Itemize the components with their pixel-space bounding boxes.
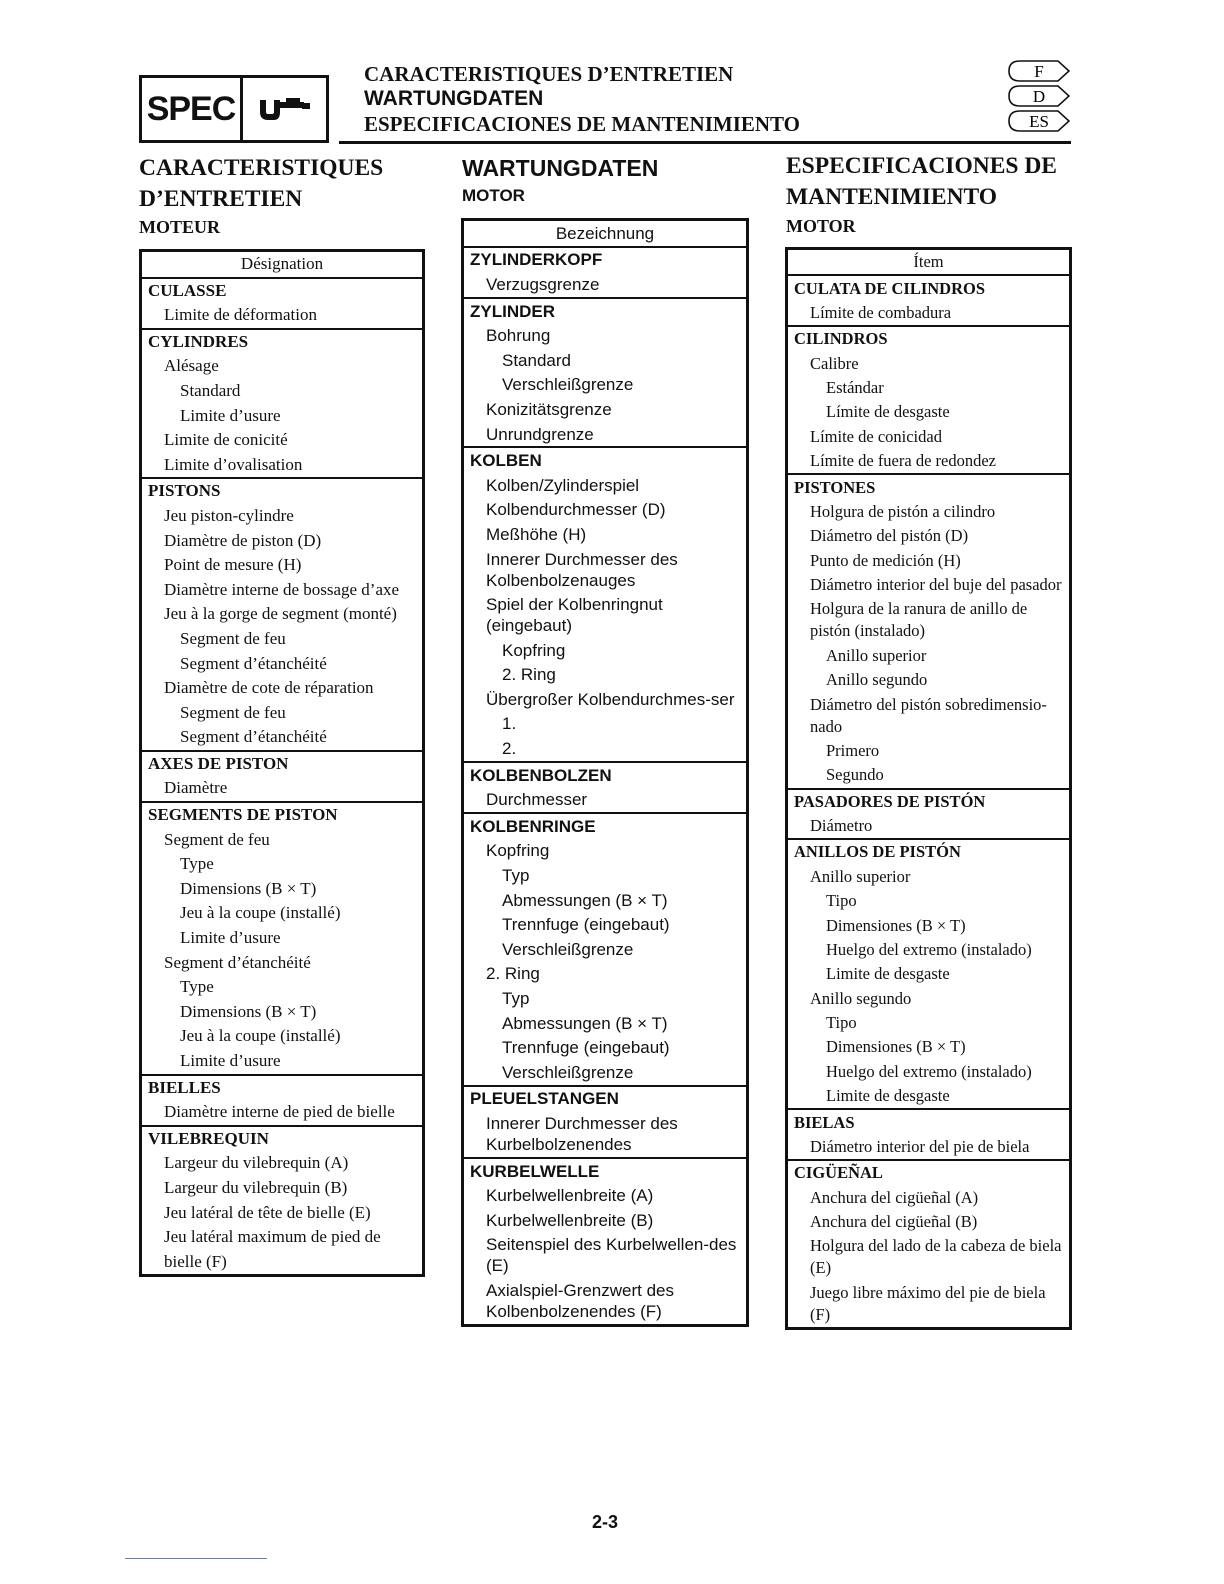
- es-spec-item: Dimensiones (B × T): [826, 915, 966, 935]
- es-spec-item: Limite de desgaste: [826, 964, 950, 984]
- footer-rule: [125, 1558, 267, 1559]
- fr-spec-item: Segment de feu: [180, 702, 286, 722]
- es-spec-item: Huelgo del extremo (instalado): [826, 939, 1032, 959]
- de-spec-item: Spiel der Kolbenringnut (eingebaut): [486, 595, 663, 636]
- es-spec-item: Tipo: [826, 1013, 857, 1033]
- es-spec-item: Segundo: [826, 765, 884, 785]
- lang-badge-f-label: F: [1034, 62, 1044, 81]
- de-section: [463, 813, 748, 1086]
- de-section: [463, 762, 748, 813]
- fr-section-heading: VILEBREQUIN: [148, 1128, 269, 1148]
- fr-spec-item: Jeu à la gorge de segment (monté): [164, 604, 397, 624]
- es-spec-item: Límite de fuera de redondez: [810, 451, 996, 471]
- de-spec-item: Übergroßer Kolbendurchmes-ser: [486, 689, 735, 709]
- de-spec-table: [461, 218, 749, 1327]
- es-title: [786, 151, 1057, 213]
- de-spec-item: Bohrung: [486, 326, 551, 346]
- header-rule: [339, 141, 1071, 144]
- fr-spec-item: Point de mesure (H): [164, 555, 302, 575]
- de-spec-item: Meßhöhe (H): [486, 524, 587, 544]
- de-spec-item: Durchmesser: [486, 790, 588, 810]
- es-spec-item: Punto de medición (H): [810, 550, 961, 570]
- es-spec-item: Diámetro del pistón (D): [810, 526, 969, 546]
- fr-spec-item: Dimensions (B × T): [180, 878, 317, 898]
- fr-spec-item: Largeur du vilebrequin (B): [164, 1177, 348, 1197]
- de-spec-item: Kopfring: [502, 640, 566, 660]
- es-table-header: Ítem: [787, 249, 1071, 276]
- de-spec-item: Abmessungen (B × T): [502, 890, 668, 910]
- es-section-heading: CULATA DE CILINDROS: [794, 278, 986, 298]
- fr-spec-item: Alésage: [164, 356, 219, 376]
- de-spec-item: Typ: [502, 866, 530, 886]
- de-spec-item: Abmessungen (B × T): [502, 1013, 668, 1033]
- fr-section-heading: CYLINDRES: [148, 331, 249, 351]
- fr-section: [141, 1075, 424, 1126]
- es-spec-item: Holgura de pistón a cilindro: [810, 501, 996, 521]
- es-section: [787, 839, 1071, 1109]
- de-section: [463, 447, 748, 762]
- de-spec-item: Trennfuge (eingebaut): [502, 1038, 670, 1058]
- de-section: [463, 298, 748, 448]
- page-number: 2-3: [592, 1512, 619, 1532]
- fr-spec-item: Diamètre interne de pied de bielle: [164, 1102, 395, 1122]
- spec-logo: [139, 75, 329, 143]
- de-section: [463, 1086, 748, 1158]
- es-spec-item: Diámetro interior del buje del pasador: [810, 575, 1062, 595]
- fr-spec-item: Largeur du vilebrequin (A): [164, 1153, 349, 1173]
- fr-subtitle: MOTEUR: [139, 217, 220, 237]
- es-spec-item: Anillo segundo: [810, 988, 912, 1008]
- fr-section-heading: SEGMENTS DE PISTON: [148, 805, 338, 825]
- es-spec-item: Límite de desgaste: [826, 402, 950, 422]
- es-spec-item: Primero: [826, 740, 880, 760]
- lang-badge-f: [1008, 60, 1070, 82]
- spec-label: SPEC: [142, 78, 243, 140]
- de-spec-item: 2.: [502, 739, 517, 759]
- fr-section-heading: PISTONS: [148, 481, 221, 501]
- de-spec-item: Axialspiel-Grenzwert des Kolbenbolzenendes (F): [486, 1280, 675, 1321]
- es-spec-item: Huelgo del extremo (instalado): [826, 1061, 1032, 1081]
- fr-spec-item: Type: [180, 977, 214, 997]
- fr-title-line1: CARACTERISTIQUES: [139, 155, 384, 181]
- es-spec-item: Calibre: [810, 353, 859, 373]
- de-section-heading: KOLBEN: [470, 451, 542, 471]
- es-spec-item: Anchura del cigüeñal (A): [810, 1187, 979, 1207]
- de-spec-item: Kurbelwellenbreite (B): [486, 1210, 654, 1230]
- es-section: [787, 1109, 1071, 1160]
- engine-icon: [256, 94, 314, 124]
- es-section-heading: PISTONES: [794, 477, 876, 497]
- es-section-heading: CIGÜEÑAL: [794, 1163, 883, 1183]
- fr-spec-item: Limite d’ovalisation: [164, 454, 303, 474]
- es-subtitle: MOTOR: [786, 216, 856, 236]
- es-spec-item: Límite de combadura: [810, 302, 952, 322]
- de-section: [463, 247, 748, 298]
- es-spec-item: Anillo superior: [810, 866, 911, 886]
- fr-spec-item: Standard: [180, 380, 241, 400]
- de-spec-item: Trennfuge (eingebaut): [502, 915, 670, 935]
- es-section: [787, 789, 1071, 840]
- es-spec-item: Limite de desgaste: [826, 1086, 950, 1106]
- es-spec-item: Anillo superior: [826, 645, 927, 665]
- fr-spec-item: Segment d’étanchéité: [180, 653, 327, 673]
- es-section-heading: CILINDROS: [794, 329, 888, 349]
- fr-title: [139, 153, 383, 215]
- es-section: [787, 275, 1071, 326]
- fr-title-line2: D’ENTRETIEN: [139, 186, 303, 212]
- es-spec-item: Holgura de la ranura de anillo de pistón (instalado): [810, 599, 1028, 641]
- de-section-heading: ZYLINDERKOPF: [470, 250, 603, 270]
- es-spec-item: Estándar: [826, 378, 884, 398]
- es-spec-item: Holgura del lado de la cabeza de biela (E): [810, 1236, 1062, 1278]
- de-spec-item: 2. Ring: [502, 665, 556, 685]
- de-table-header: Bezeichnung: [463, 220, 748, 247]
- de-spec-item: Kolbendurchmesser (D): [486, 500, 666, 520]
- de-spec-item: 1.: [502, 714, 517, 734]
- fr-section: [141, 478, 424, 751]
- fr-spec-item: Limite d’usure: [180, 928, 281, 948]
- fr-spec-item: Segment d’étanchéité: [164, 952, 311, 972]
- es-title-line2: MANTENIMIENTO: [786, 184, 998, 210]
- de-spec-item: Konizitätsgrenze: [486, 399, 612, 419]
- de-spec-item: Kurbelwellenbreite (A): [486, 1186, 654, 1206]
- de-spec-item: Kolben/Zylinderspiel: [486, 475, 640, 495]
- fr-spec-table: [139, 249, 425, 1277]
- es-spec-table: [785, 247, 1072, 1330]
- fr-spec-item: Diamètre de piston (D): [164, 530, 322, 550]
- es-section: [787, 326, 1071, 474]
- lang-badge-es: [1008, 110, 1070, 132]
- de-spec-item: Kopfring: [486, 841, 550, 861]
- header-title-de: WARTUNGDATEN: [364, 87, 544, 110]
- es-spec-item: Anchura del cigüeñal (B): [810, 1212, 978, 1232]
- es-section: [787, 1160, 1071, 1328]
- de-spec-item: Unrundgrenze: [486, 424, 594, 444]
- fr-spec-item: Segment de feu: [164, 829, 270, 849]
- de-spec-item: Verschleißgrenze: [502, 375, 634, 395]
- de-section-heading: KURBELWELLE: [470, 1161, 600, 1181]
- fr-spec-item: Diamètre de cote de réparation: [164, 678, 374, 698]
- fr-section: [141, 329, 424, 479]
- header-title-fr: CARACTERISTIQUES D’ENTRETIEN: [364, 62, 734, 86]
- es-spec-item: Dimensiones (B × T): [826, 1037, 966, 1057]
- fr-spec-item: Limite de conicité: [164, 430, 288, 450]
- fr-spec-item: Limite d’usure: [180, 1051, 281, 1070]
- es-spec-item: Diámetro del pistón sobredimensio-nado: [810, 694, 1047, 736]
- fr-section-heading: BIELLES: [148, 1077, 221, 1097]
- es-section: [787, 474, 1071, 788]
- es-spec-item: Anillo segundo: [826, 670, 928, 690]
- fr-spec-item: Dimensions (B × T): [180, 1001, 317, 1021]
- es-section-heading: PASADORES DE PISTÓN: [794, 791, 986, 811]
- de-spec-item: Innerer Durchmesser des Kolbenbolzenauges: [486, 549, 678, 590]
- de-spec-item: Typ: [502, 989, 530, 1009]
- de-spec-item: 2. Ring: [486, 964, 540, 984]
- fr-spec-item: Jeu à la coupe (installé): [180, 903, 341, 923]
- fr-section-heading: CULASSE: [148, 280, 227, 300]
- de-section-heading: KOLBENRINGE: [470, 816, 596, 836]
- fr-spec-item: Jeu latéral de tête de bielle (E): [164, 1202, 371, 1222]
- de-spec-item: Verschleißgrenze: [502, 1062, 634, 1082]
- fr-spec-item: Jeu latéral maximum de pied de bielle (F): [164, 1227, 381, 1271]
- de-section-heading: KOLBENBOLZEN: [470, 765, 612, 785]
- de-section: [463, 1158, 748, 1325]
- fr-section: [141, 1126, 424, 1276]
- header-title-es: ESPECIFICACIONES DE MANTENIMIENTO: [364, 112, 801, 136]
- de-section-heading: PLEUELSTANGEN: [470, 1089, 619, 1109]
- fr-spec-item: Jeu piston-cylindre: [164, 505, 294, 525]
- fr-spec-item: Segment d’étanchéité: [180, 727, 327, 747]
- fr-spec-item: Diamètre: [164, 778, 228, 798]
- fr-spec-item: Limite d’usure: [180, 405, 281, 425]
- fr-section: [141, 278, 424, 329]
- de-spec-item: Innerer Durchmesser des Kurbelbolzenendes: [486, 1113, 678, 1154]
- fr-spec-item: Jeu à la coupe (installé): [180, 1026, 341, 1046]
- es-spec-item: Límite de conicidad: [810, 426, 942, 446]
- es-title-line1: ESPECIFICACIONES DE: [786, 153, 1057, 179]
- fr-section: [141, 802, 424, 1075]
- es-spec-item: Diámetro: [810, 816, 873, 836]
- fr-section-heading: AXES DE PISTON: [148, 753, 289, 773]
- fr-table-header: Désignation: [141, 251, 424, 278]
- lang-badge-d: [1008, 85, 1070, 107]
- de-spec-item: Verzugsgrenze: [486, 274, 600, 294]
- es-spec-item: Tipo: [826, 891, 857, 911]
- de-spec-item: Seitenspiel des Kurbelwellen-des (E): [486, 1235, 737, 1276]
- de-spec-item: Standard: [502, 350, 571, 370]
- es-spec-item: Diámetro interior del pie de biela: [810, 1136, 1030, 1156]
- fr-spec-item: Type: [180, 854, 214, 874]
- es-section-heading: BIELAS: [794, 1112, 855, 1132]
- fr-spec-item: Limite de déformation: [164, 305, 317, 325]
- fr-spec-item: Segment de feu: [180, 628, 286, 648]
- de-spec-item: Verschleißgrenze: [502, 939, 634, 959]
- fr-section: [141, 751, 424, 802]
- lang-badge-d-label: D: [1032, 87, 1046, 106]
- de-subtitle: MOTOR: [462, 186, 525, 205]
- lang-badge-es-label: ES: [1029, 112, 1049, 131]
- fr-spec-item: Diamètre interne de bossage d’axe: [164, 579, 400, 599]
- es-section-heading: ANILLOS DE PISTÓN: [794, 842, 961, 862]
- es-spec-item: Juego libre máximo del pie de biela (F): [810, 1282, 1046, 1324]
- de-title: WARTUNGDATEN: [462, 155, 659, 181]
- de-section-heading: ZYLINDER: [470, 301, 555, 321]
